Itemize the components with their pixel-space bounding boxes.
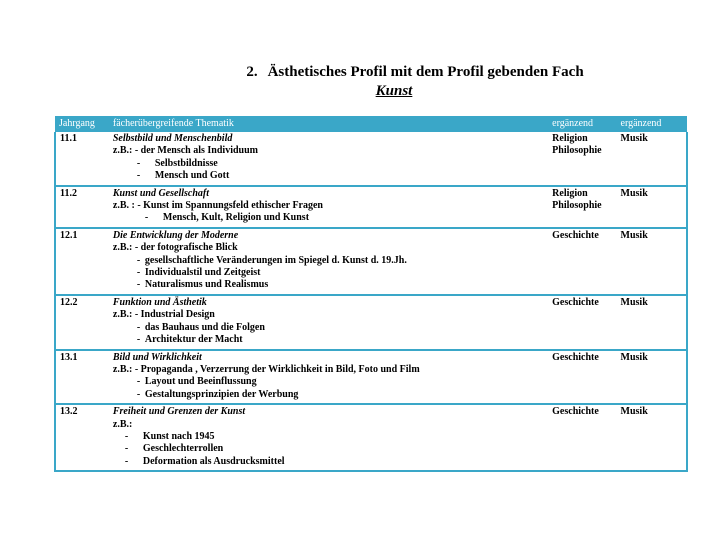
topic-cell xyxy=(109,350,548,405)
topic-example: z.B.: - der fotografische Blick xyxy=(112,242,238,254)
list-item: - Layout und Beeinflussung xyxy=(136,376,257,388)
year-cell: 12.2 xyxy=(55,295,109,350)
subject-cell: Musik xyxy=(617,186,687,228)
year-cell: 12.1 xyxy=(55,228,109,295)
topic-title: Selbstbild und Menschenbild xyxy=(112,133,233,144)
subject-cell: Musik xyxy=(617,404,687,471)
topic-example: z.B.: - Industrial Design xyxy=(112,309,215,321)
header-ergaenzend-1: ergänzend xyxy=(548,116,616,132)
table-row xyxy=(55,186,687,228)
document-title xyxy=(0,64,720,100)
list-item: - Deformation als Ausdrucksmittel xyxy=(124,455,285,467)
table-header-row xyxy=(55,116,687,132)
table-row xyxy=(55,350,687,405)
topic-example: z.B.: - Propaganda , Verzerrung der Wirklichkeit in Bild, Foto und Film xyxy=(112,363,420,375)
title-text: Ästhetisches Profil mit dem Profil gebenden Fach xyxy=(267,64,584,80)
list-item: - Geschlechterrollen xyxy=(124,443,224,455)
list-item: - Mensch und Gott xyxy=(136,170,230,182)
topic-cell xyxy=(109,186,548,228)
list-item: - Architektur der Macht xyxy=(136,334,243,346)
curriculum-table xyxy=(54,116,688,472)
topic-example: z.B.: xyxy=(112,418,133,430)
topic-title: Funktion und Ästhetik xyxy=(112,296,207,308)
topic-example: z.B. : - Kunst im Spannungsfeld ethischer Fragen xyxy=(112,200,323,212)
subject-cell: Musik xyxy=(617,228,687,295)
topic-title: Die Entwicklung der Moderne xyxy=(112,229,239,241)
subject-cell: Geschichte xyxy=(548,404,616,471)
list-item: - Kunst nach 1945 xyxy=(124,430,215,442)
table-row xyxy=(55,295,687,350)
subject-cell: Musik xyxy=(617,295,687,350)
subject-cell: Geschichte xyxy=(548,228,616,295)
subject-cell: Geschichte xyxy=(548,295,616,350)
header-jahrgang: Jahrgang xyxy=(55,116,109,132)
list-item: - das Bauhaus und die Folgen xyxy=(136,321,265,333)
topic-title: Freiheit und Grenzen der Kunst xyxy=(112,406,246,418)
topic-cell xyxy=(109,228,548,295)
topic-title: Kunst und Gesellschaft xyxy=(112,187,210,199)
topic-example: z.B.: - der Mensch als Individuum xyxy=(112,145,258,157)
title-subject: Kunst xyxy=(375,83,413,99)
header-thematik: fächerübergreifende Thematik xyxy=(109,116,548,132)
year-cell: 11.2 xyxy=(55,186,109,228)
table-row xyxy=(55,404,687,471)
year-cell: 13.2 xyxy=(55,404,109,471)
year-cell: 11.1 xyxy=(55,132,109,186)
topic-cell xyxy=(109,132,548,186)
list-item: - Individualstil und Zeitgeist xyxy=(136,267,261,279)
subject-cell: Religion Philosophie xyxy=(548,132,616,186)
topic-cell xyxy=(109,295,548,350)
section-number: 2. xyxy=(246,64,258,80)
list-item: - gesellschaftliche Veränderungen im Spiegel d. Kunst d. 19.Jh. xyxy=(136,254,407,266)
list-item: - Mensch, Kult, Religion und Kunst xyxy=(144,212,310,224)
table-row xyxy=(55,132,687,186)
year-cell: 13.1 xyxy=(55,350,109,405)
list-item: - Gestaltungsprinzipien der Werbung xyxy=(136,388,299,400)
subject-cell: Musik xyxy=(617,350,687,405)
title-line-1 xyxy=(110,64,720,81)
subject-cell: Religion Philosophie xyxy=(548,186,616,228)
topic-cell xyxy=(109,404,548,471)
subject-cell: Musik xyxy=(617,132,687,186)
list-item: - Naturalismus und Realismus xyxy=(136,279,269,291)
table-row xyxy=(55,228,687,295)
header-ergaenzend-2: ergänzend xyxy=(617,116,687,132)
list-item: - Selbstbildnisse xyxy=(136,157,218,169)
subject-cell: Geschichte xyxy=(548,350,616,405)
topic-title: Bild und Wirklichkeit xyxy=(112,351,202,363)
